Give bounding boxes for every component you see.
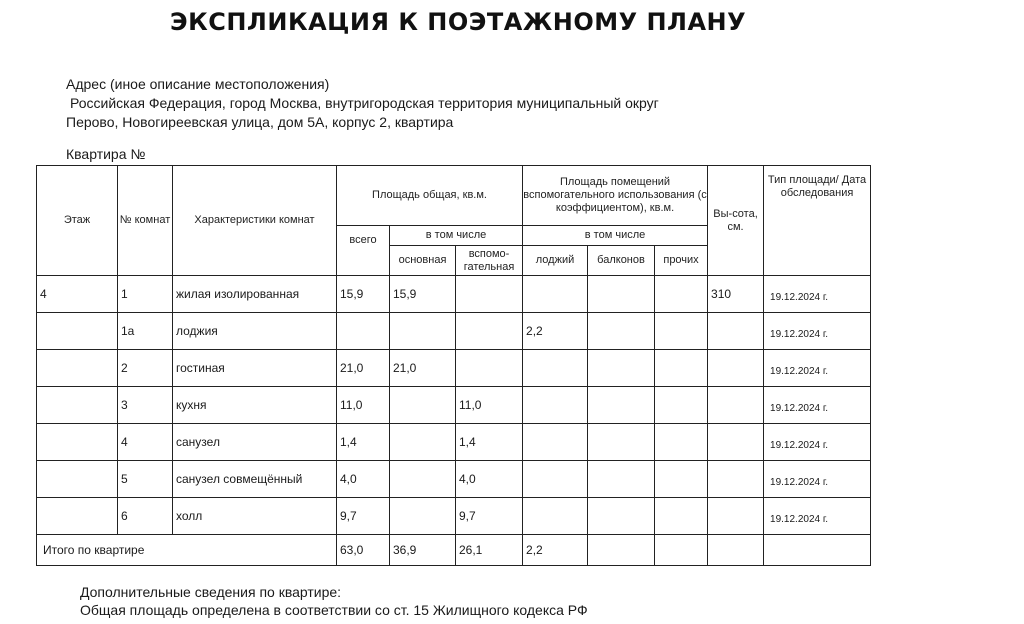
- cell-balcony: [588, 350, 655, 387]
- cell-main: [390, 461, 456, 498]
- cell-room-no: 1а: [118, 313, 173, 350]
- header-balconies: балконов: [588, 246, 655, 276]
- header-aux-rooms: Площадь помещений вспомогательного использования (с коэффициентом), кв.м.: [523, 166, 708, 226]
- cell-aux: 9,7: [456, 498, 523, 535]
- cell-loggia: [523, 424, 588, 461]
- cell-floor: [37, 313, 118, 350]
- address-label: Адрес (иное описание местоположения): [66, 76, 330, 92]
- header-including: в том числе: [390, 226, 523, 246]
- header-main: основная: [390, 246, 456, 276]
- total-date: [764, 535, 871, 566]
- cell-total: 15,9: [337, 276, 390, 313]
- cell-date: 19.12.2024 г.: [764, 498, 871, 535]
- cell-balcony: [588, 424, 655, 461]
- cell-floor: [37, 461, 118, 498]
- table-row: [37, 424, 871, 461]
- document-title: ЭКСПЛИКАЦИЯ К ПОЭТАЖНОМУ ПЛАНУ: [170, 8, 747, 36]
- cell-other: [655, 350, 708, 387]
- cell-total: 1,4: [337, 424, 390, 461]
- cell-balcony: [588, 276, 655, 313]
- cell-floor: 4: [37, 276, 118, 313]
- cell-name: лоджия: [173, 313, 337, 350]
- header-aux-including: в том числе: [523, 226, 708, 246]
- total-aux: 26,1: [456, 535, 523, 566]
- cell-balcony: [588, 498, 655, 535]
- cell-aux: 11,0: [456, 387, 523, 424]
- cell-main: [390, 498, 456, 535]
- additional-text: Общая площадь определена в соответствии со ст. 15 Жилищного кодекса РФ: [80, 602, 588, 618]
- table-row: [37, 461, 871, 498]
- cell-floor: [37, 498, 118, 535]
- cell-loggia: [523, 350, 588, 387]
- cell-room-no: 3: [118, 387, 173, 424]
- total-loggia: 2,2: [523, 535, 588, 566]
- cell-aux: [456, 350, 523, 387]
- cell-other: [655, 387, 708, 424]
- cell-total: 9,7: [337, 498, 390, 535]
- header-area-type: Тип площади/ Дата обследования: [764, 166, 871, 276]
- table-body: [37, 276, 871, 566]
- additional-label: Дополнительные сведения по квартире:: [80, 584, 342, 600]
- total-balcony: [588, 535, 655, 566]
- cell-main: 15,9: [390, 276, 456, 313]
- cell-loggia: [523, 276, 588, 313]
- cell-aux: [456, 313, 523, 350]
- total-height: [708, 535, 764, 566]
- cell-other: [655, 498, 708, 535]
- table-row: [37, 387, 871, 424]
- cell-height: [708, 424, 764, 461]
- header-characteristics: Характеристики комнат: [173, 166, 337, 276]
- cell-loggia: [523, 498, 588, 535]
- header-loggias: лоджий: [523, 246, 588, 276]
- cell-name: санузел: [173, 424, 337, 461]
- cell-loggia: [523, 461, 588, 498]
- cell-aux: 1,4: [456, 424, 523, 461]
- cell-date: 19.12.2024 г.: [764, 276, 871, 313]
- header-area-all: всего: [337, 226, 390, 276]
- cell-main: [390, 313, 456, 350]
- header-floor: Этаж: [37, 166, 118, 276]
- cell-date: 19.12.2024 г.: [764, 350, 871, 387]
- table-row: [37, 313, 871, 350]
- table-row: [37, 276, 871, 313]
- header-area-total: Площадь общая, кв.м.: [337, 166, 523, 226]
- cell-aux: 4,0: [456, 461, 523, 498]
- total-area: 63,0: [337, 535, 390, 566]
- cell-name: холл: [173, 498, 337, 535]
- table-row: [37, 350, 871, 387]
- cell-date: 19.12.2024 г.: [764, 461, 871, 498]
- address-line-1: Российская Федерация, город Москва, внутригородская территория муниципальный округ: [70, 95, 659, 111]
- cell-floor: [37, 387, 118, 424]
- cell-room-no: 6: [118, 498, 173, 535]
- cell-height: [708, 387, 764, 424]
- total-row: [37, 535, 871, 566]
- header-auxiliary: вспомо-гательная: [456, 246, 523, 276]
- cell-room-no: 2: [118, 350, 173, 387]
- address-line-2: Перово, Новогиреевская улица, дом 5А, корпус 2, квартира: [66, 114, 454, 130]
- explication-table: [36, 165, 871, 566]
- cell-height: [708, 313, 764, 350]
- address-block: [66, 75, 659, 132]
- cell-loggia: [523, 387, 588, 424]
- cell-total: [337, 313, 390, 350]
- cell-other: [655, 276, 708, 313]
- total-label: Итого по квартире: [37, 535, 337, 566]
- cell-height: [708, 461, 764, 498]
- cell-date: 19.12.2024 г.: [764, 313, 871, 350]
- cell-room-no: 1: [118, 276, 173, 313]
- cell-name: кухня: [173, 387, 337, 424]
- cell-main: 21,0: [390, 350, 456, 387]
- cell-name: гостиная: [173, 350, 337, 387]
- apartment-label: Квартира №: [66, 146, 146, 162]
- total-main: 36,9: [390, 535, 456, 566]
- total-other: [655, 535, 708, 566]
- cell-height: [708, 350, 764, 387]
- cell-height: [708, 498, 764, 535]
- cell-height: 310: [708, 276, 764, 313]
- cell-total: 21,0: [337, 350, 390, 387]
- header-other: прочих: [655, 246, 708, 276]
- cell-name: жилая изолированная: [173, 276, 337, 313]
- table-row: [37, 498, 871, 535]
- cell-aux: [456, 276, 523, 313]
- additional-info: [80, 583, 588, 619]
- cell-name: санузел совмещённый: [173, 461, 337, 498]
- cell-balcony: [588, 313, 655, 350]
- cell-loggia: 2,2: [523, 313, 588, 350]
- cell-total: 11,0: [337, 387, 390, 424]
- cell-total: 4,0: [337, 461, 390, 498]
- cell-room-no: 5: [118, 461, 173, 498]
- table-header: [37, 166, 871, 276]
- cell-floor: [37, 424, 118, 461]
- cell-main: [390, 387, 456, 424]
- cell-balcony: [588, 461, 655, 498]
- cell-room-no: 4: [118, 424, 173, 461]
- cell-date: 19.12.2024 г.: [764, 387, 871, 424]
- header-height: Вы-сота, см.: [708, 166, 764, 276]
- cell-other: [655, 424, 708, 461]
- cell-balcony: [588, 387, 655, 424]
- cell-other: [655, 461, 708, 498]
- cell-date: 19.12.2024 г.: [764, 424, 871, 461]
- cell-main: [390, 424, 456, 461]
- cell-floor: [37, 350, 118, 387]
- header-room-no: № комнат: [118, 166, 173, 276]
- cell-other: [655, 313, 708, 350]
